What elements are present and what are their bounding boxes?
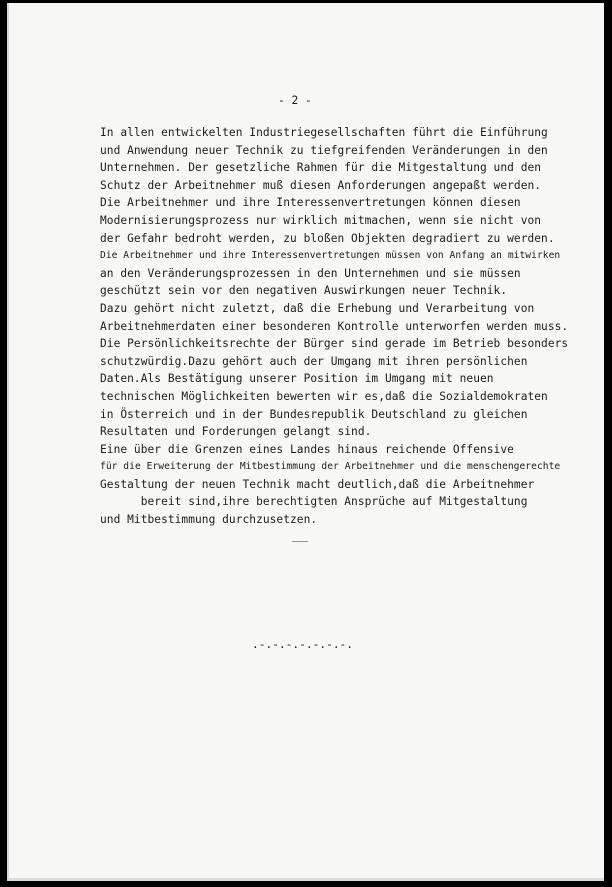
- text-line: technischen Möglichkeiten bewerten wir es,daß die Sozialdemokraten: [100, 389, 548, 403]
- text-line: in Österreich und in der Bundesrepublik Deutschland zu gleichen: [100, 407, 528, 421]
- text-line: Dazu gehört nicht zuletzt, daß die Erhebung und Verarbeitung von: [100, 301, 535, 315]
- text-line: schutzwürdig.Dazu gehört auch der Umgang mit ihren persönlichen: [100, 354, 528, 368]
- text-line: Arbeitnehmerdaten einer besonderen Kontrolle unterworfen werden muss.: [100, 319, 569, 333]
- text-line: In allen entwickelten Industriegesellschaften führt die Einführung: [100, 126, 548, 139]
- text-line: Unternehmen. Der gesetzliche Rahmen für die Mitgestaltung und den: [100, 161, 542, 175]
- text-line: Modernisierungsprozess nur wirklich mitmachen, wenn sie nicht von: [100, 213, 542, 227]
- text-line: Die Persönlichkeitsrechte der Bürger sind gerade im Betrieb besonders: [100, 337, 569, 351]
- body-text: [100, 124, 600, 529]
- text-line: an den Veränderungsprozessen in den Unternehmen und sie müssen: [100, 266, 521, 280]
- text-line: und Anwendung neuer Technik zu tiefgreifenden Veränderungen in den: [100, 143, 548, 157]
- text-line: geschützt sein vor den negativen Auswirkungen neuer Technik.: [100, 284, 508, 298]
- text-line: Gestaltung der neuen Technik macht deutlich,daß die Arbeitnehmer: [100, 477, 535, 491]
- text-line: bereit sind,ihre berechtigten Ansprüche auf Mitgestaltung: [100, 495, 528, 509]
- text-line: Daten.Als Bestätigung unserer Position im Umgang mit neuen: [100, 372, 494, 386]
- text-line: Schutz der Arbeitnehmer muß diesen Anforderungen angepaßt werden.: [100, 178, 542, 192]
- text-line: Eine über die Grenzen eines Landes hinaus reichende Offensive: [100, 442, 514, 456]
- text-line: Die Arbeitnehmer und ihre Interessenvertretungen können diesen: [100, 196, 521, 210]
- closing-mark: .-.-.-.-.-.-.-.: [252, 638, 354, 651]
- text-line: für die Erweiterung der Mitbestimmung der Arbeitnehmer und die menschengerechte: [100, 461, 561, 473]
- text-line: Die Arbeitnehmer und ihre Interessenvertretungen müssen von Anfang an mitwirken: [100, 250, 561, 262]
- separator-dash: [292, 541, 308, 542]
- page-number: - 2 -: [278, 94, 312, 107]
- text-line: der Gefahr bedroht werden, zu bloßen Objekten degradiert zu werden.: [100, 231, 555, 245]
- text-line: Resultaten und Forderungen gelangt sind.: [100, 425, 372, 439]
- scan-shadow-bottom: [7, 878, 604, 881]
- scan-shadow-left: [7, 3, 9, 881]
- text-line: und Mitbestimmung durchzusetzen.: [100, 513, 318, 527]
